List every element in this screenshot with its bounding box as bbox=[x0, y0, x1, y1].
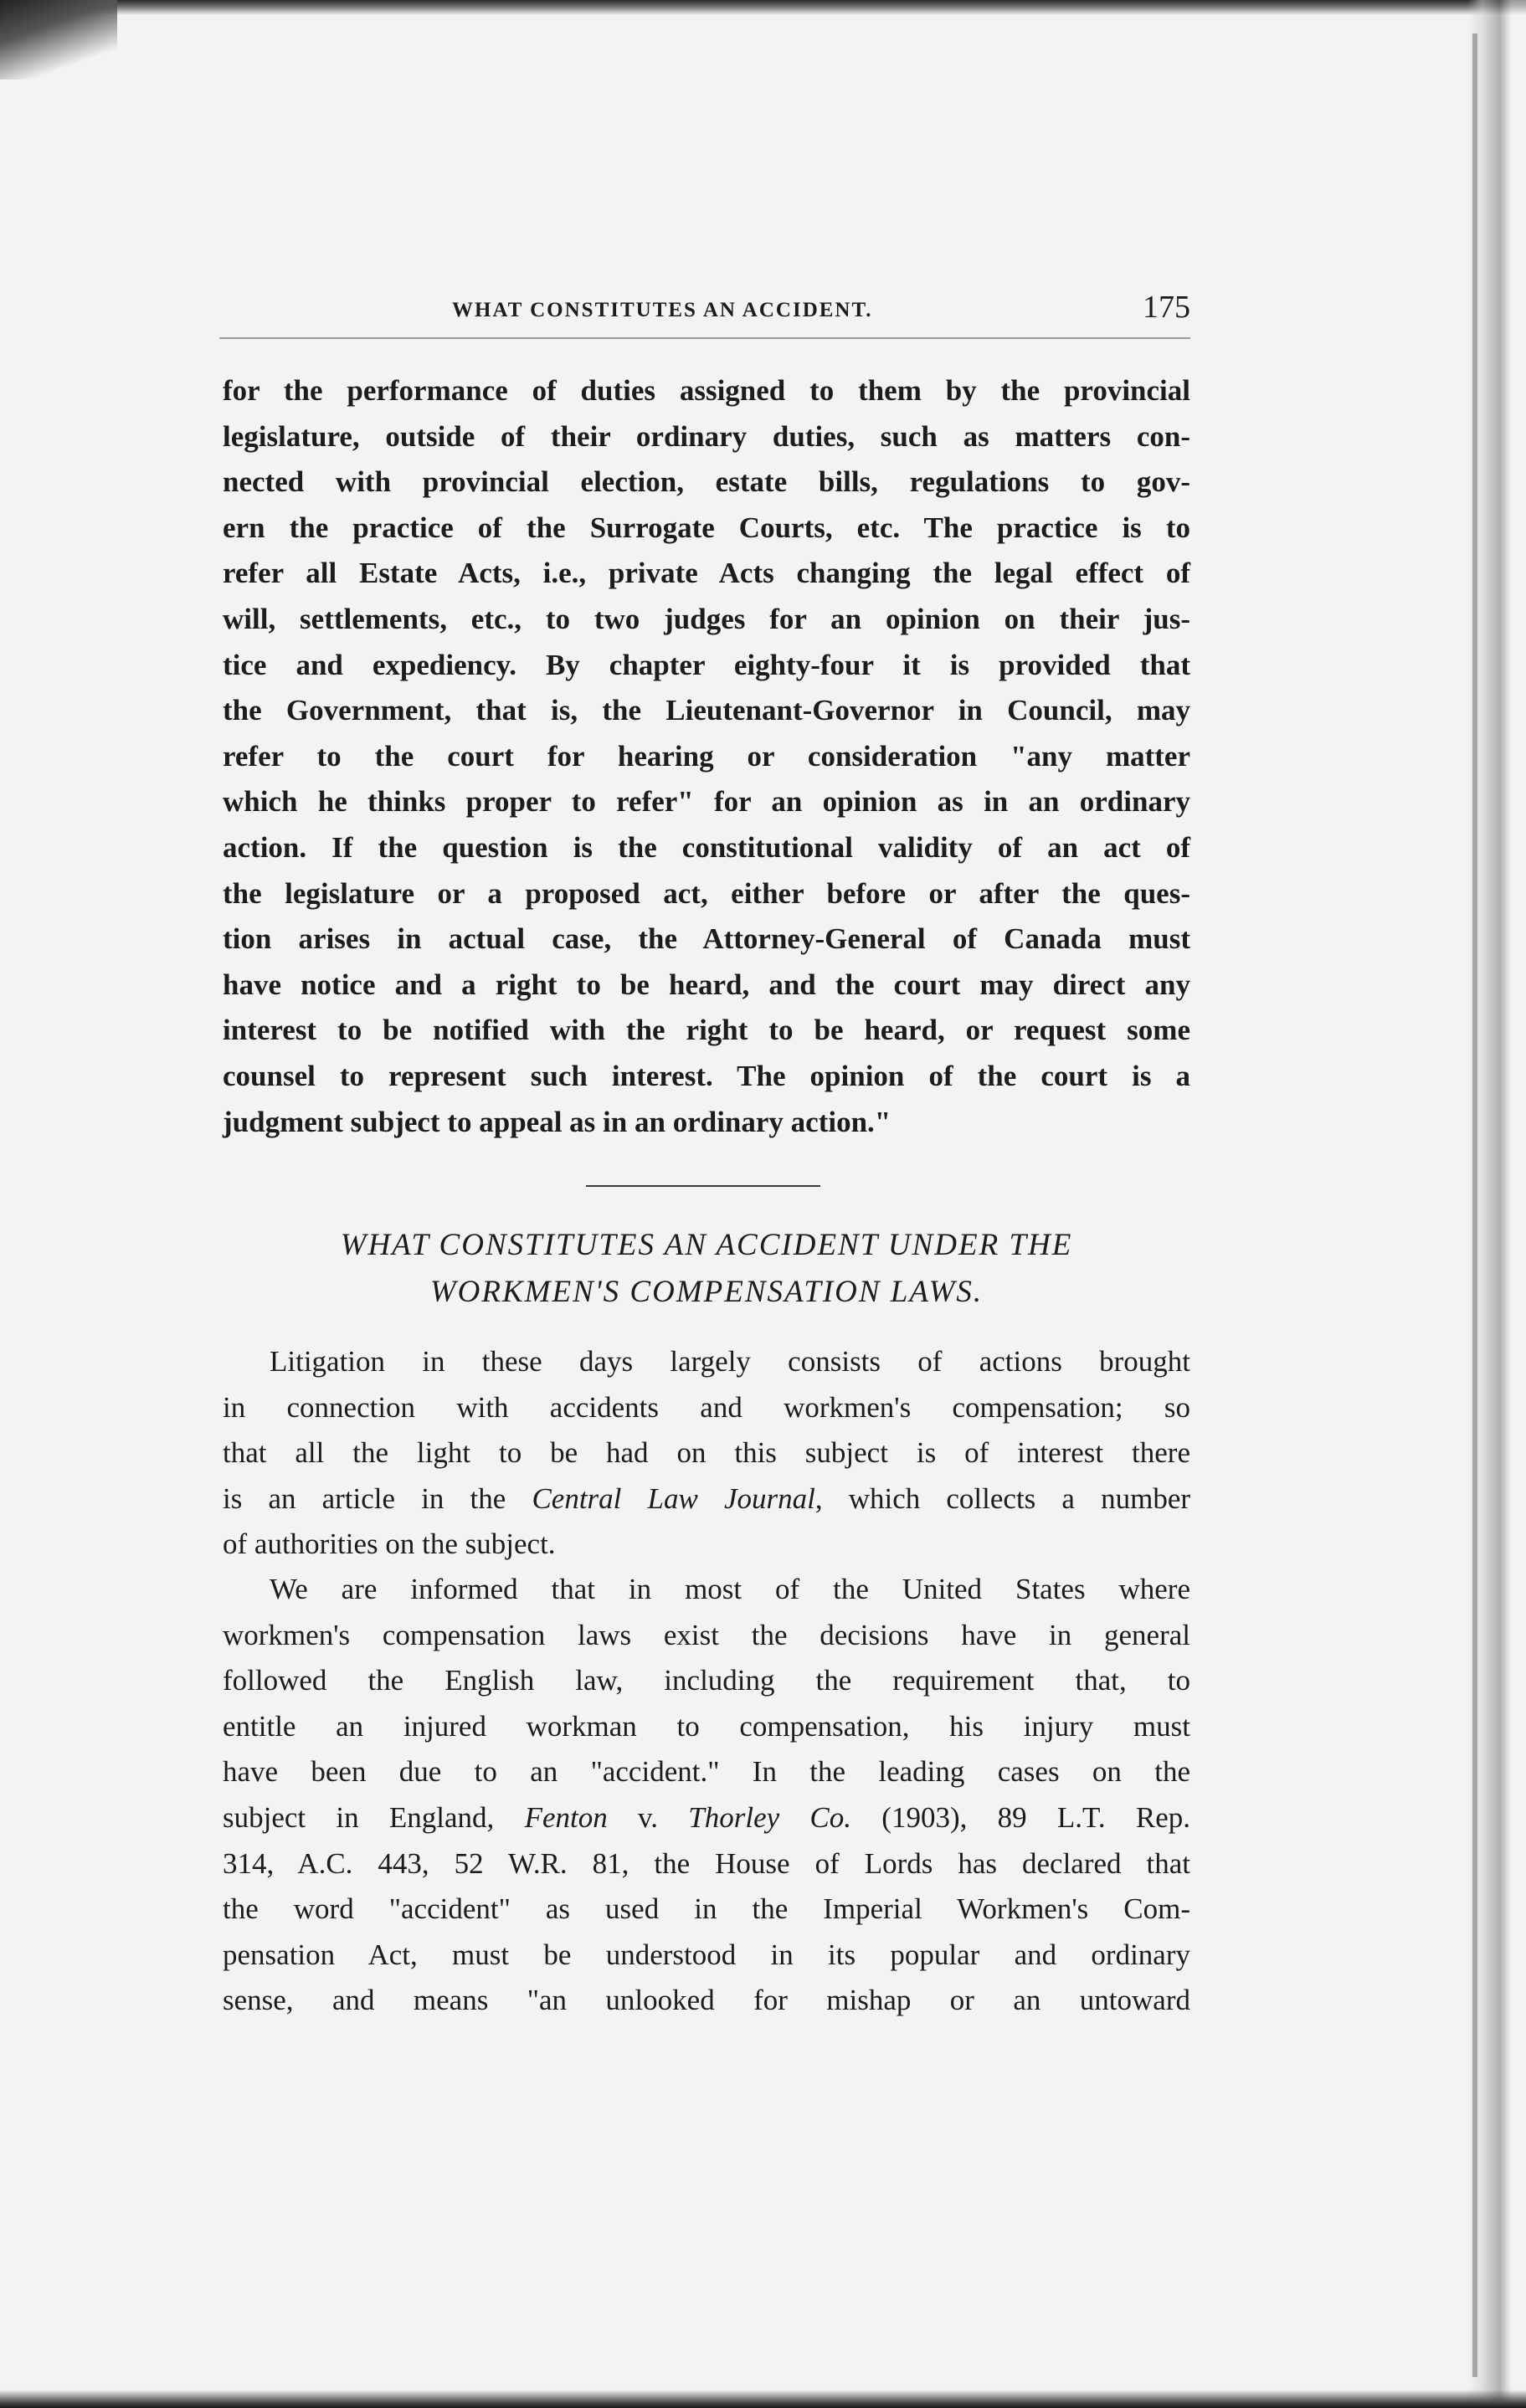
page-header bbox=[219, 289, 1190, 339]
text-run: subject in England, bbox=[223, 1800, 525, 1834]
text-line: refer to the court for hearing or consideration "any matter bbox=[223, 739, 1190, 773]
text-line: legislature, outside of their ordinary duties, such as matters con- bbox=[223, 419, 1190, 453]
text-line: refer all Estate Acts, i.e., private Acts changing the legal effect of bbox=[223, 557, 1190, 590]
text-line: action. If the question is the constitutional validity of an act of bbox=[223, 830, 1190, 864]
text-run: (1903), 89 L.T. Rep. bbox=[851, 1800, 1190, 1834]
text-line: of authorities on the subject. bbox=[223, 1527, 556, 1561]
text-line: We are informed that in most of the United States where bbox=[270, 1573, 1190, 1605]
text-line bbox=[223, 1476, 1190, 1522]
running-head: WHAT CONSTITUTES AN ACCIDENT. bbox=[452, 299, 873, 321]
text-run: , which collects a number bbox=[814, 1481, 1191, 1515]
text-line: followed the English law, including the requirement that, to bbox=[223, 1664, 1190, 1697]
page-number: 175 bbox=[1143, 290, 1190, 325]
text-line: have been due to an "accident." In the leading cases on the bbox=[223, 1755, 1190, 1789]
text-line: nected with provincial election, estate bills, regulations to gov- bbox=[223, 465, 1190, 499]
text-line: for the performance of duties assigned to them by the provincial bbox=[223, 374, 1190, 407]
text-line: the Government, that is, the Lieutenant-Governor in Council, may bbox=[223, 694, 1190, 727]
text-line: pensation Act, must be understood in its popular and ordinary bbox=[223, 1938, 1190, 1971]
text-line: the word "accident" as used in the Imperial Workmen's Com- bbox=[223, 1892, 1190, 1926]
case-party: Thorley Co. bbox=[688, 1800, 852, 1834]
scan-shadow-corner bbox=[0, 0, 117, 80]
text-line: interest to be notified with the right to be heard, or request some bbox=[223, 1014, 1190, 1047]
text-line: in connection with accidents and workmen's compensation; so bbox=[223, 1390, 1190, 1424]
text-line: Litigation in these days largely consists of actions brought bbox=[270, 1345, 1190, 1378]
case-party: Fenton bbox=[524, 1800, 608, 1834]
scan-shadow-top bbox=[0, 0, 1526, 15]
text-line: tion arises in actual case, the Attorney-General of Canada must bbox=[223, 922, 1190, 956]
text-line: have notice and a right to be heard, and the court may direct any bbox=[223, 968, 1190, 1001]
text-line: judgment subject to appeal as in an ordinary action." bbox=[223, 1105, 891, 1138]
text-line: entitle an injured workman to compensation, his injury must bbox=[223, 1709, 1190, 1743]
paragraph-us-decisions bbox=[223, 1567, 1190, 2024]
text-run: v. bbox=[607, 1800, 689, 1834]
text-line: the legislature or a proposed act, either before or after the ques- bbox=[223, 876, 1190, 910]
paragraph-constitutional-references bbox=[223, 368, 1190, 1145]
text-line: 314, A.C. 443, 52 W.R. 81, the House of Lords has declared that bbox=[223, 1846, 1190, 1880]
header-rule bbox=[219, 337, 1190, 339]
section-heading bbox=[223, 1222, 1190, 1316]
text-line: ern the practice of the Surrogate Courts, etc. The practice is to bbox=[223, 511, 1190, 544]
section-divider bbox=[586, 1185, 820, 1187]
section-heading-line: WORKMEN'S COMPENSATION LAWS. bbox=[429, 1275, 984, 1309]
scan-binding-edge bbox=[1472, 33, 1477, 2377]
text-line bbox=[223, 1795, 1190, 1841]
text-run: is an article in the bbox=[223, 1481, 532, 1515]
section-heading-line: WHAT CONSTITUTES AN ACCIDENT UNDER THE bbox=[340, 1228, 1073, 1262]
text-line: will, settlements, etc., to two judges for an opinion on their jus- bbox=[223, 602, 1190, 635]
text-line: workmen's compensation laws exist the decisions have in general bbox=[223, 1618, 1190, 1651]
text-line: which he thinks proper to refer" for an opinion as in an ordinary bbox=[223, 785, 1190, 819]
paragraph-litigation bbox=[223, 1339, 1190, 1568]
scan-shadow-bottom bbox=[0, 2390, 1526, 2408]
text-line: counsel to represent such interest. The opinion of the court is a bbox=[223, 1059, 1190, 1092]
text-line: sense, and means "an unlooked for mishap or an untoward bbox=[223, 1984, 1190, 2017]
text-line: that all the light to be had on this subject is of interest there bbox=[223, 1436, 1190, 1470]
text-line: tice and expediency. By chapter eighty-four it is provided that bbox=[223, 648, 1190, 681]
journal-title: Central Law Journal bbox=[532, 1481, 815, 1515]
